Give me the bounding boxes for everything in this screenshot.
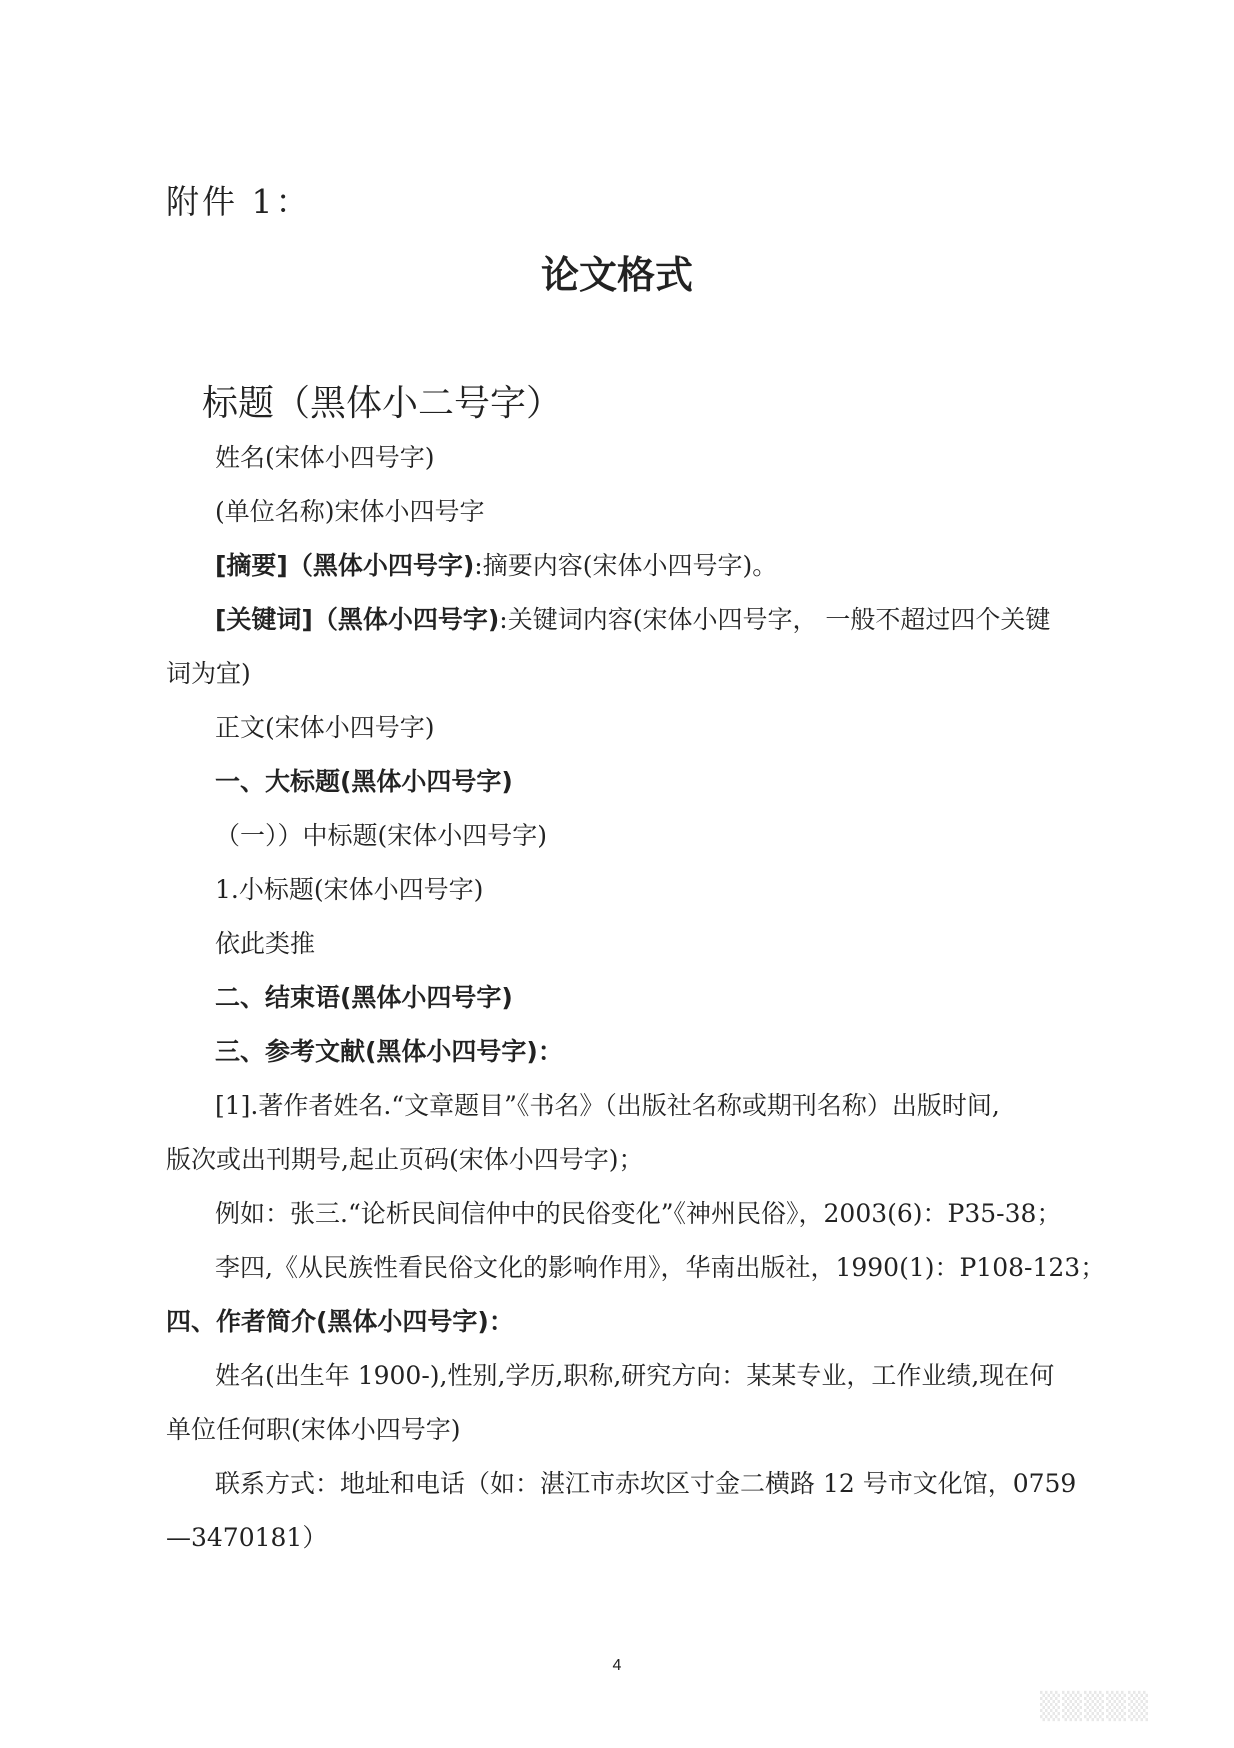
author-intro-line1: 姓名(出生年 1900-),性别,学历,职称,研究方向：某某专业，工作业绩,现在何	[215, 1361, 1055, 1390]
reference-format-line1: [1].著作者姓名.“文章题目”《书名》（出版社名称或期刊名称）出版时间,	[215, 1091, 1000, 1120]
page-number: 4	[612, 1657, 622, 1674]
keywords-continuation: 词为宜)	[166, 659, 251, 688]
contact-line2: —3470181）	[166, 1523, 328, 1552]
keywords-label: [关键词]（黑体小四号字)	[215, 605, 500, 634]
references-heading: 三、参考文献(黑体小四号字)：	[215, 1037, 563, 1066]
keywords-text: :关键词内容(宋体小四号字， 一般不超过四个关键	[499, 605, 1051, 634]
document-title: 论文格式	[540, 253, 693, 297]
author-intro-line2: 单位任何职(宋体小四号字)	[166, 1415, 461, 1444]
watermark-logo: ▒▒▒▒▒	[1040, 1692, 1150, 1722]
abstract-label: [摘要]（黑体小四号字)	[215, 551, 475, 580]
heading-level-2: （一））中标题(宋体小四号字)	[215, 821, 548, 850]
author-intro-heading: 四、作者简介(黑体小四号字)：	[166, 1307, 514, 1336]
keywords-line	[215, 603, 1050, 637]
reference-example-2: 李四,《从民族性看民俗文化的影响作用》，华南出版社，1990(1)：P108-123；	[215, 1253, 1106, 1282]
author-line: 姓名(宋体小四号字)	[215, 443, 435, 472]
attachment-label: 附件 1：	[166, 182, 312, 221]
abstract-text: :摘要内容(宋体小四号字)。	[474, 551, 778, 580]
abstract-line	[215, 549, 777, 583]
etc-line: 依此类推	[215, 929, 316, 958]
reference-example-1: 例如：张三.“论析民间信仲中的民俗变化”《神州民俗》，2003(6)：P35-38；	[215, 1199, 1062, 1228]
body-line: 正文(宋体小四号字)	[215, 713, 435, 742]
contact-line1: 联系方式：地址和电话（如：湛江市赤坎区寸金二横路 12 号市文化馆，0759	[215, 1469, 1077, 1498]
unit-line: (单位名称)宋体小四号字	[215, 497, 485, 526]
heading-level-3: 1.小标题(宋体小四号字)	[215, 875, 484, 904]
conclusion-heading: 二、结束语(黑体小四号字)	[215, 983, 513, 1012]
reference-format-line2: 版次或出刊期号,起止页码(宋体小四号字)；	[166, 1145, 644, 1174]
heading-level-1: 一、大标题(黑体小四号字)	[215, 767, 513, 796]
paper-title: 标题（黑体小二号字）	[202, 383, 563, 424]
